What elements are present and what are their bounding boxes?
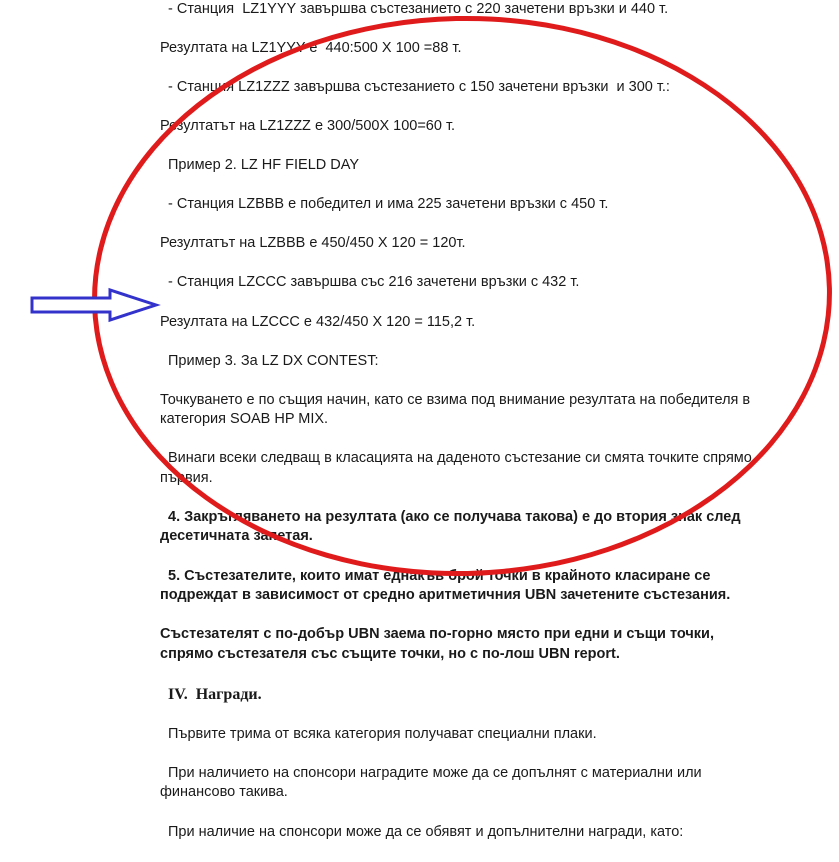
section-heading: IV. Награди. xyxy=(168,685,262,703)
paragraph: Състезателят с по-добър UBN заема по-горно място при едни и същи точки, спрямо състезателя със същите точки, но с по-лош UBN report. xyxy=(160,626,719,662)
paragraph: Пример 2. LZ HF FIELD DAY xyxy=(168,157,359,174)
paragraph: При наличие на спонсори може да се обявят и допълнителни награди, като: xyxy=(168,823,684,840)
paragraph: Точкуването е по същия начин, като се взима под внимание резултата на победителя в категория SOAB HP MIX. xyxy=(160,391,755,428)
blue-arrow-pointer-icon xyxy=(30,288,160,322)
paragraph: Резултатът на LZBBB е 450/450 Х 120 = 120т. xyxy=(160,235,466,252)
paragraph: 5. Състезателите, които имат еднакъв брой точки в крайното класиране се подреждат в зависимост от средно аритметичния UBN зачетените състезания. xyxy=(160,567,731,604)
paragraph: Резултата на LZCCC е 432/450 Х 120 = 115,2 т. xyxy=(160,313,476,330)
paragraph: - Станция LZCCC завършва със 216 зачетени връзки с 432 т. xyxy=(168,274,580,291)
paragraph: При наличието на спонсори наградите може да се допълнят с материални или финансово такива. xyxy=(160,764,706,801)
paragraph: Първите трима от всяка категория получават специални плаки. xyxy=(168,725,597,742)
paragraph: Резултата на LZ1YYY е 440:500 Х 100 =88 т. xyxy=(160,40,462,57)
paragraph: Винаги всеки следващ в класацията на даденото състезание си смята точките спрямо първия. xyxy=(160,450,756,486)
paragraph: Резултатът на LZ1ZZZ е 300/500Х 100=60 т. xyxy=(160,118,456,135)
paragraph: - Станция LZ1YYY завършва състезанието с 220 зачетени връзки и 440 т. xyxy=(168,1,669,17)
paragraph: Пример 3. За LZ DX CONTEST: xyxy=(168,352,379,369)
paragraph: - Станция LZ1ZZZ завършва състезанието с 150 зачетени връзки и 300 т.: xyxy=(168,79,670,96)
paragraph: - Станция LZBBB е победител и има 225 зачетени връзки с 450 т. xyxy=(168,196,609,213)
document-text-body xyxy=(160,0,760,862)
paragraph: 4. Закръгляването на резултата (ако се получава такова) е до втория знак след десетичната запетая. xyxy=(160,508,745,545)
